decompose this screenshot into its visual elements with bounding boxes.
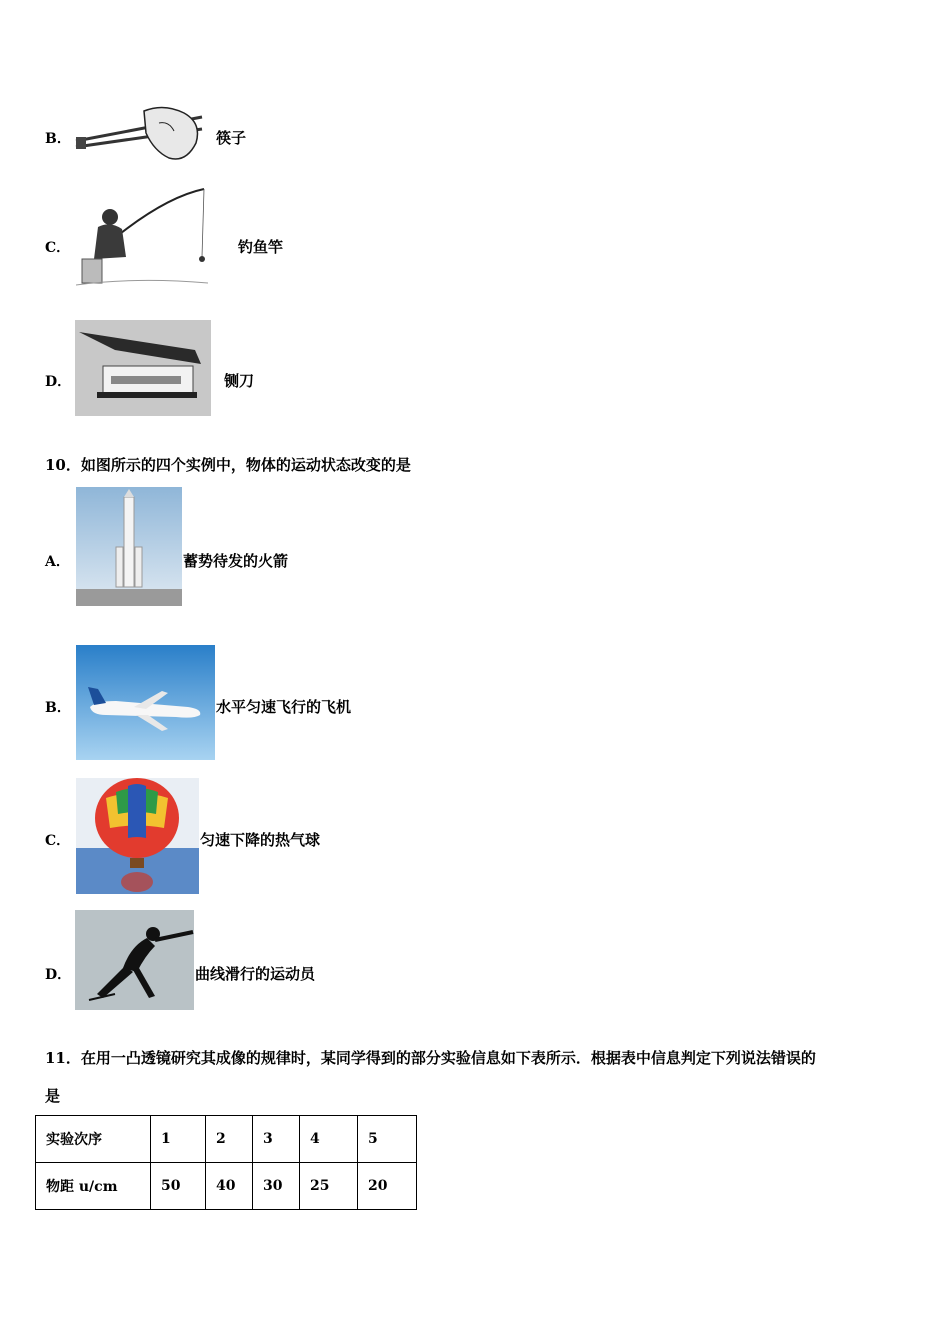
airplane-image (76, 645, 215, 760)
option-letter-b-q10: B． (45, 700, 71, 716)
option-label-airplane: 水平匀速飞行的飞机 (216, 698, 352, 716)
option-label-skater: 曲线滑行的运动员 (195, 965, 316, 983)
option-letter-d: D． (45, 374, 72, 390)
option-label-chopsticks: 筷子 (216, 129, 247, 147)
option-letter-b: B． (45, 131, 71, 147)
table-cell: 50 (151, 1163, 206, 1210)
question-11-text-line1: 11．在用一凸透镜研究其成像的规律时，某同学得到的部分实验信息如下表所示．根据表中信息判定下列说法错误的 (45, 1049, 816, 1067)
table-row (36, 1116, 417, 1163)
table-cell: 5 (358, 1116, 417, 1163)
option-label-balloon: 匀速下降的热气球 (200, 831, 321, 849)
table-cell: 1 (151, 1116, 206, 1163)
option-label-fishing-rod: 钓鱼竿 (238, 238, 284, 256)
table-cell: 30 (253, 1163, 300, 1210)
rocket-image (76, 487, 182, 606)
hot-air-balloon-image (76, 778, 199, 894)
table-cell: 20 (358, 1163, 417, 1210)
option-letter-d-q10: D． (45, 967, 72, 983)
table-cell: 实验次序 (36, 1116, 151, 1163)
guillotine-cutter-image (75, 320, 211, 416)
table-cell: 2 (206, 1116, 253, 1163)
fishing-rod-image (76, 187, 208, 291)
experiment-table (35, 1115, 417, 1210)
question-11-text-line2: 是 (45, 1087, 61, 1105)
table-cell: 40 (206, 1163, 253, 1210)
table-cell: 25 (300, 1163, 358, 1210)
speed-skater-image (75, 910, 194, 1010)
option-letter-a: A． (45, 554, 70, 570)
chopsticks-image (74, 103, 204, 165)
table-cell: 4 (300, 1116, 358, 1163)
table-cell: 物距 u/cm (36, 1163, 151, 1210)
option-letter-c: C． (45, 240, 71, 256)
option-letter-c-q10: C． (45, 833, 71, 849)
table-cell: 3 (253, 1116, 300, 1163)
option-label-guillotine: 铡刀 (224, 372, 255, 390)
table-row (36, 1163, 417, 1210)
question-10-text: 10．如图所示的四个实例中，物体的运动状态改变的是 (45, 456, 411, 474)
option-label-rocket: 蓄势待发的火箭 (183, 552, 289, 570)
